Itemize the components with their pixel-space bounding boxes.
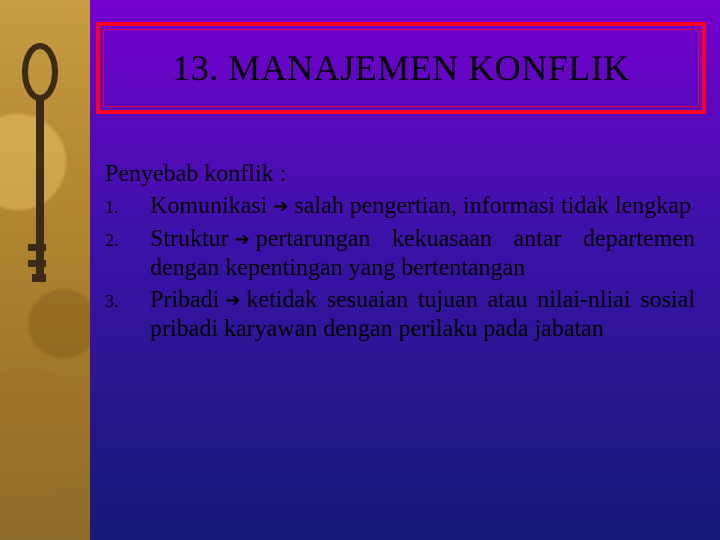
intro-text: Penyebab konflik : bbox=[105, 161, 287, 187]
list-item bbox=[105, 225, 695, 282]
slide-content bbox=[105, 160, 695, 347]
item-head: Struktur bbox=[150, 226, 229, 252]
arrow-right-icon: ➔ bbox=[225, 290, 241, 311]
item-number: 2. bbox=[105, 230, 119, 250]
item-body: salah pengertian, informasi tidak lengkap bbox=[294, 193, 691, 219]
arrow-right-icon: ➔ bbox=[234, 229, 250, 250]
item-text bbox=[150, 225, 695, 282]
page-title: 13. MANAJEMEN KONFLIK bbox=[172, 48, 630, 88]
list-item bbox=[105, 192, 695, 221]
item-body: ketidak sesuaian tujuan atau nilai-nliai sosial pribadi karyawan dengan perilaku pada jabatan bbox=[150, 287, 695, 342]
title-box bbox=[96, 22, 706, 114]
item-text bbox=[150, 286, 695, 343]
item-head: Pribadi bbox=[150, 287, 220, 313]
item-text bbox=[150, 192, 691, 221]
item-number: 3. bbox=[105, 291, 119, 311]
decorative-side-strip bbox=[0, 0, 90, 540]
item-head: Komunikasi bbox=[150, 193, 268, 219]
item-number: 1. bbox=[105, 197, 119, 217]
item-body: pertarungan kekuasaan antar departemen dengan kepentingan yang bertentangan bbox=[150, 226, 695, 281]
cause-list bbox=[105, 192, 695, 343]
list-item bbox=[105, 286, 695, 343]
arrow-right-icon: ➔ bbox=[273, 196, 289, 217]
key-icon bbox=[8, 30, 68, 290]
